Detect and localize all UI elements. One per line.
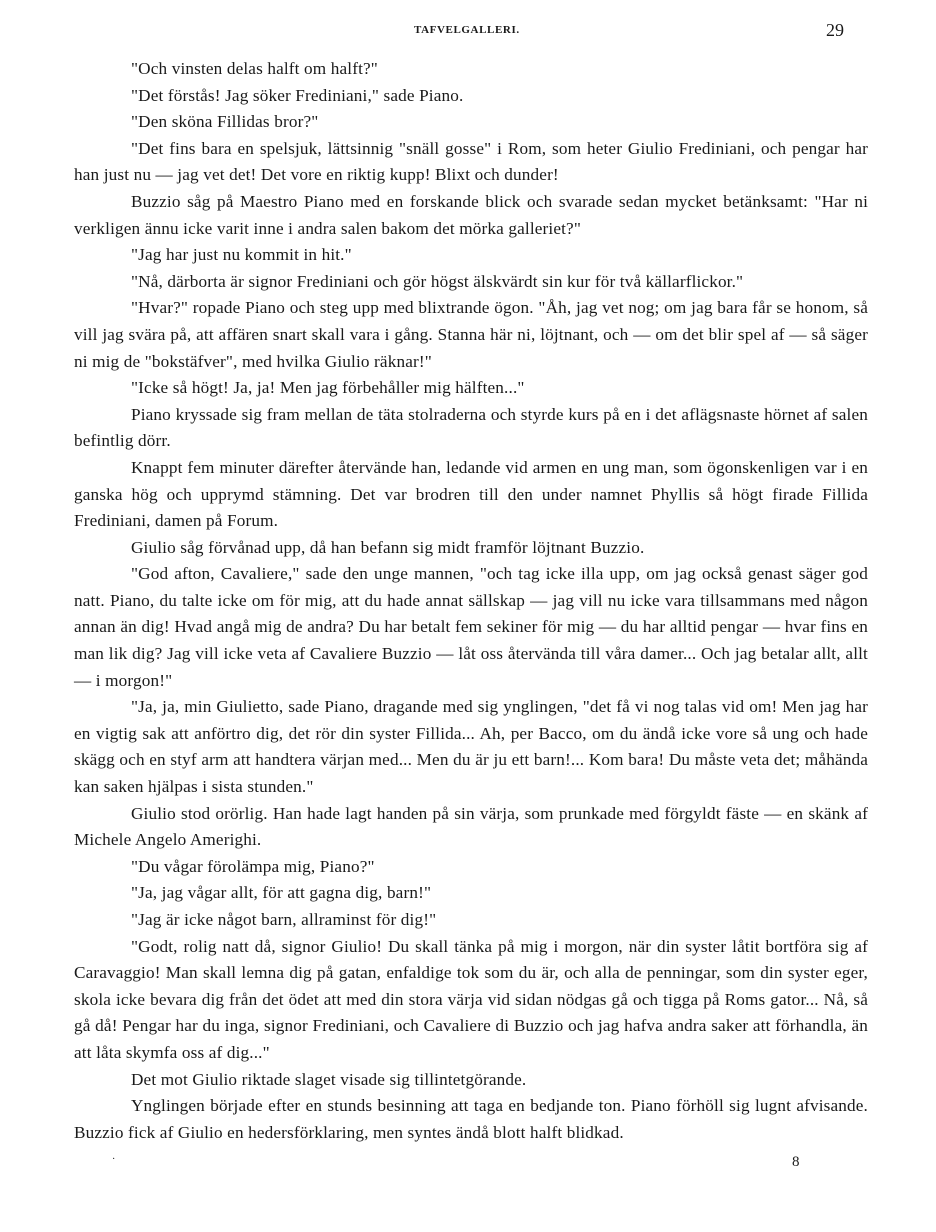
- paragraph: "Det fins bara en spelsjuk, lättsinnig "snäll gosse" i Rom, som heter Giulio Frediniani, och pengar har han just nu — jag vet det! Det vore en riktig kupp! Blixt och dunder!: [74, 138, 868, 185]
- page-number: 29: [826, 20, 844, 40]
- paragraph: "Den sköna Fillidas bror?": [131, 112, 319, 132]
- paragraph: Ynglingen började efter en stunds besinning att taga en bedjande ton. Piano förhöll sig lugnt afvisande. Buzzio fick af Giulio en hedersförklaring, men syntes ändå blott halft blidkad.: [74, 1096, 868, 1142]
- paragraph: Buzzio såg på Maestro Piano med en forskande blick och svarade sedan mycket betänksamt: "Har ni verkligen ännu icke varit inne i andra salen bakom det mörka galleriet?": [74, 191, 868, 238]
- paragraph: "Du vågar förolämpa mig, Piano?": [131, 856, 375, 876]
- signature-mark: 8: [792, 1154, 800, 1170]
- running-head: [0, 22, 936, 42]
- paragraph: "Icke så högt! Ja, ja! Men jag förbehåller mig hälften...": [131, 378, 525, 398]
- paragraph: Det mot Giulio riktade slaget visade sig tillintetgörande.: [131, 1069, 527, 1089]
- paragraph: "Jag har just nu kommit in hit.": [131, 245, 352, 265]
- paragraph: Knappt fem minuter därefter återvände han, ledande vid armen en ung man, som ögonskenligen var i en ganska hög och upprymd stämning. Det var brodren till den under namnet Phyllis så högt firade Fillida Frediniani, damen på Forum.: [74, 457, 868, 531]
- paragraph: Giulio stod orörlig. Han hade lagt handen på sin värja, som prunkade med förgyldt fäste — en skänk af Michele Angelo Amerighi.: [74, 803, 868, 850]
- paragraph: "Jag är icke något barn, allraminst för dig!": [131, 910, 437, 929]
- ink-speck: ·: [112, 1154, 116, 1165]
- paragraph: "Det förstås! Jag söker Frediniani," sade Piano.: [131, 85, 464, 105]
- running-title: TAFVELGALLERI.: [414, 24, 520, 36]
- paragraph: "Ja, ja, min Giulietto, sade Piano, dragande med sig ynglingen, "det få vi nog talas vid om! Men jag har en vigtig sak att anförtro dig, det rör din syster Fillida... Ah, per Bacco, om du ändå icke vore så ung och hade skägg och en styf arm att handtera värjan med... Men du är ju ett barn!... Kom bara! Du måste veta det; måhända kan saken hjälpas i sista stunden.": [74, 697, 868, 797]
- paragraph: "Nå, därborta är signor Frediniani och gör högst älskvärdt sin kur för två källarflickor.": [131, 271, 744, 291]
- paragraph: "Ja, jag vågar allt, för att gagna dig, barn!": [131, 883, 432, 903]
- paragraph: Piano kryssade sig fram mellan de täta stolraderna och styrde kurs på en i det aflägsnaste hörnet af salen befintlig dörr.: [74, 404, 868, 451]
- paragraph: "Godt, rolig natt då, signor Giulio! Du skall tänka på mig i morgon, när din syster låtit bortföra sig af Caravaggio! Man skall lemna dig på gatan, enfaldige tok som du är, och alla de penningar, som din syster eger, skola icke bevara dig från det ödet att med din stora värja vid sidan nödgas gå och tigga på Roms gator... Nå, så gå då! Pengar har du inga, signor Frediniani, och Cavaliere di Buzzio och jag hafva andra saker att förhandla, än att låta skymfa oss af dig...": [74, 936, 868, 1062]
- paragraph: "Och vinsten delas halft om halft?": [131, 59, 378, 78]
- body-text: [74, 56, 868, 1146]
- paragraph: "Hvar?" ropade Piano och steg upp med blixtrande ögon. "Åh, jag vet nog; om jag bara får se honom, så vill jag svära på, att affären snart skall vara i gång. Stanna här ni, löjtnant, och — om det blir spel af — så säger ni mig de "bokstäfver", med hvilka Giulio räknar!": [74, 298, 868, 371]
- paragraph: Giulio såg förvånad upp, då han befann sig midt framför löjtnant Buzzio.: [131, 537, 645, 557]
- paragraph: "God afton, Cavaliere," sade den unge mannen, "och tag icke illa upp, om jag också genast säger god natt. Piano, du talte icke om för mig, att du hade annat sällskap — jag vill nu icke vara tillsammans med någon annan än dig! Hvad angå mig de andra? Du har betalt fem sekiner för mig — du har alltid pengar — hvar fins en man lik dig? Jag vill icke veta af Cavaliere Buzzio — låt oss återvända till våra damer... Och jag betalar allt, allt — i morgon!": [74, 564, 868, 690]
